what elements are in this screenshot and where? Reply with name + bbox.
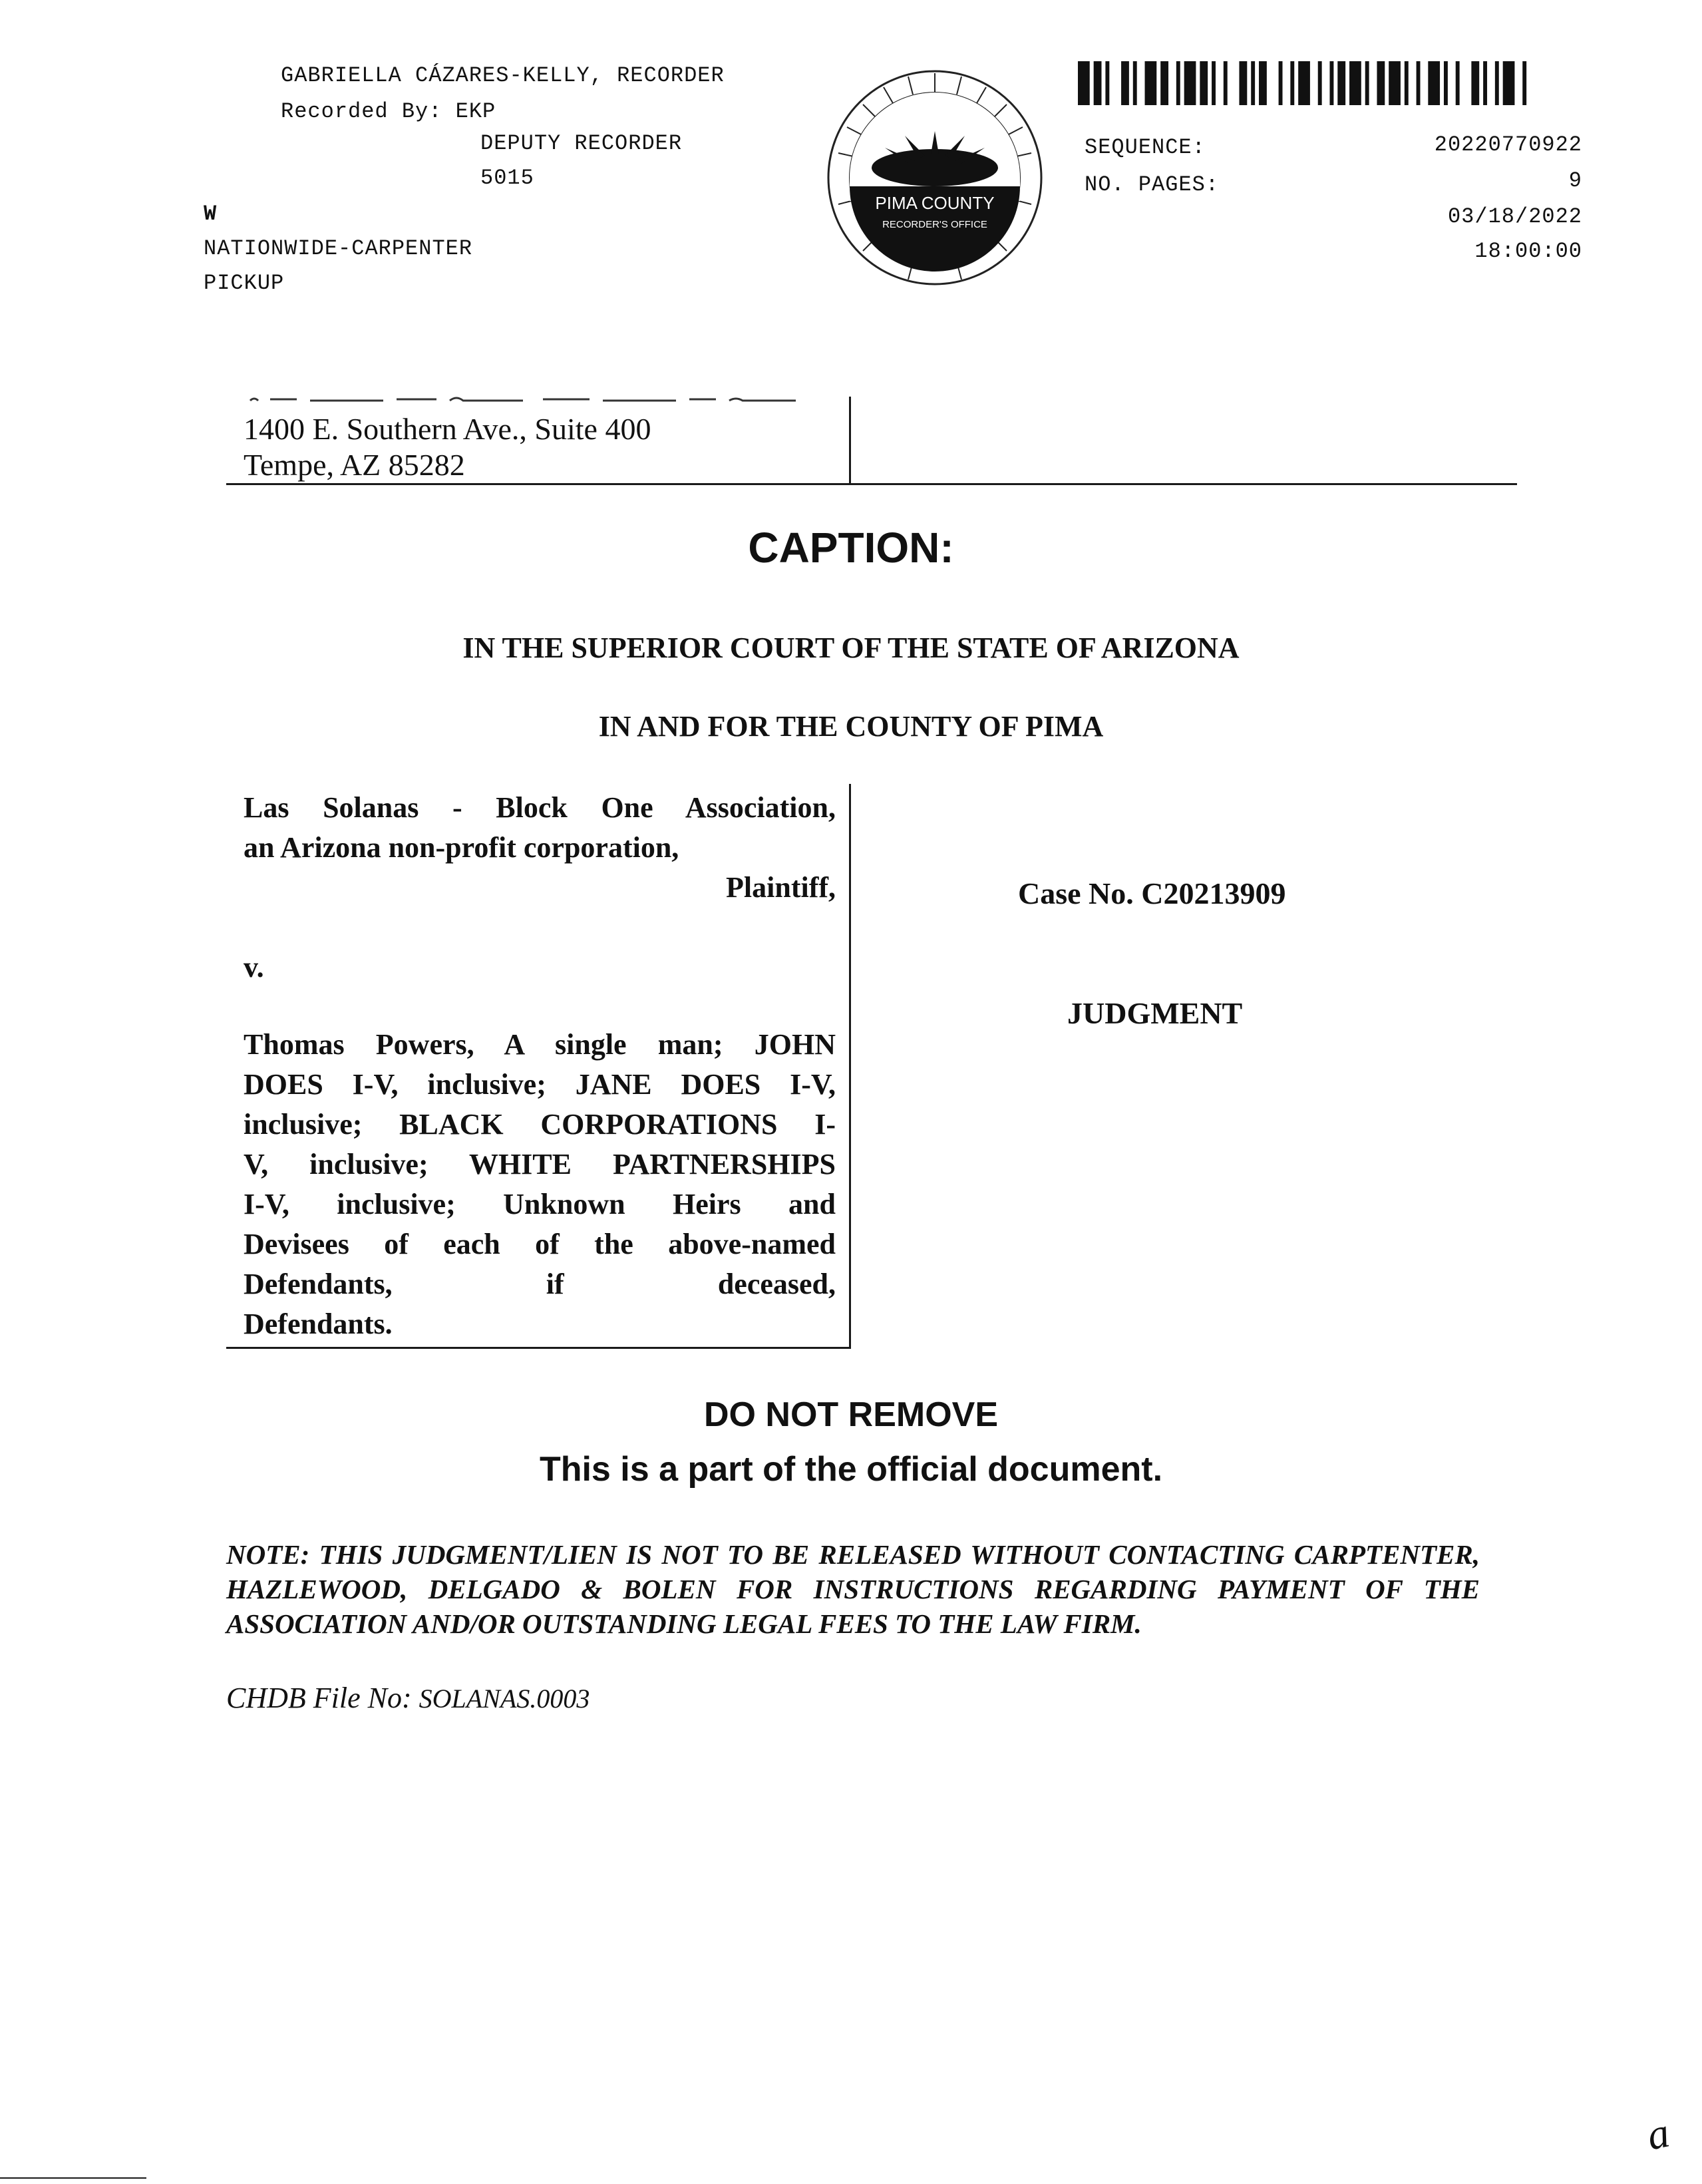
barcode-bar	[1377, 61, 1385, 105]
barcode-bar	[1329, 61, 1333, 105]
barcode-bar	[1094, 61, 1102, 105]
barcode-bar	[1495, 61, 1499, 105]
defendants-block	[244, 1025, 836, 1344]
attorney-address-line2: Tempe, AZ 85282	[244, 448, 465, 482]
barcode-bar	[1078, 61, 1090, 105]
file-number-label: CHDB File No:	[226, 1682, 412, 1714]
barcode-bar	[1105, 61, 1109, 105]
plaintiff-line: an Arizona non-profit corporation,	[244, 831, 679, 864]
document-barcode	[1078, 61, 1534, 105]
barcode-bar	[1318, 61, 1322, 105]
obscured-firm-line	[244, 391, 829, 410]
barcode-bar	[1337, 61, 1345, 105]
barcode-bar	[1428, 61, 1440, 105]
seal-county-text: PIMA COUNTY	[875, 193, 995, 213]
record-code: W	[204, 202, 218, 226]
deputy-id: 5015	[480, 166, 534, 190]
do-not-remove-notice: DO NOT REMOVE	[703, 1395, 999, 1434]
seal-office-text: RECORDER'S OFFICE	[882, 219, 987, 230]
barcode-bar	[1212, 61, 1216, 105]
handwritten-page-mark: a	[1642, 2108, 1673, 2159]
barcode-bar	[1251, 61, 1255, 105]
document-type: JUDGMENT	[1067, 996, 1243, 1030]
barcode-bar	[1417, 61, 1421, 105]
deputy-recorder: DEPUTY RECORDER	[480, 131, 683, 156]
barcode-bar	[1279, 61, 1283, 105]
barcode-bar	[1405, 61, 1409, 105]
caption-title: CAPTION:	[748, 524, 954, 572]
barcode-bar	[1349, 61, 1361, 105]
barcode-bar	[1239, 61, 1247, 105]
barcode-bar	[1121, 61, 1129, 105]
barcode-bar	[1503, 61, 1515, 105]
recorded-by: Recorded By: EKP	[281, 99, 496, 124]
court-county: IN AND FOR THE COUNTY OF PIMA	[598, 710, 1104, 743]
versus: v.	[244, 951, 264, 984]
official-document-notice: This is a part of the official document.	[539, 1450, 1163, 1489]
barcode-bar	[1444, 61, 1448, 105]
defendant-line: Devisees of each of the above-named	[244, 1228, 836, 1260]
barcode-bar	[1176, 61, 1180, 105]
recorder-name: GABRIELLA CÁZARES-KELLY, RECORDER	[281, 63, 725, 88]
barcode-bar	[1160, 61, 1168, 105]
defendant-line: V, inclusive; WHITE PARTNERSHIPS	[244, 1148, 836, 1181]
plaintiff-line: Las Solanas - Block One Association,	[244, 791, 836, 824]
barcode-bar	[1133, 61, 1137, 105]
record-time: 18:00:00	[1474, 239, 1582, 264]
barcode-bar	[1365, 61, 1369, 105]
attorney-address-line1: 1400 E. Southern Ave., Suite 400	[244, 412, 651, 446]
release-note: NOTE: THIS JUDGMENT/LIEN IS NOT TO BE RELEASED WITHOUT CONTACTING CARPTENTER, HAZLEWOOD, DELGADO & BOLEN FOR INSTRUCTIONS REGARDING PAYMENT OF THE ASSOCIATION AND/OR OUTSTANDING LEGAL FEES TO THE LAW FIRM.	[226, 1539, 1480, 1639]
submitter: NATIONWIDE-CARPENTER	[204, 236, 473, 261]
barcode-bar	[1184, 61, 1196, 105]
case-number: Case No. C20213909	[1018, 876, 1286, 910]
plaintiff-role: Plaintiff,	[726, 871, 836, 904]
bottom-edge-rule	[0, 2177, 146, 2179]
barcode-bar	[1200, 61, 1208, 105]
sequence-label: SEQUENCE:	[1085, 135, 1206, 160]
defendant-line: DOES I-V, inclusive; JANE DOES I-V,	[244, 1068, 836, 1101]
record-date: 03/18/2022	[1447, 204, 1582, 229]
barcode-bar	[1259, 61, 1267, 105]
barcode-bar	[1290, 61, 1294, 105]
barcode-bar	[1483, 61, 1487, 105]
defendant-line: I-V, inclusive; Unknown Heirs and	[244, 1188, 836, 1220]
attorney-bottom-rule	[226, 483, 1517, 485]
parties-divider	[849, 784, 851, 1348]
pima-county-seal	[825, 68, 1045, 287]
sequence-value: 20220770922	[1434, 132, 1582, 157]
barcode-bar	[1389, 61, 1401, 105]
parties-bottom-rule	[226, 1347, 851, 1349]
pages-value: 9	[1568, 168, 1582, 193]
barcode-bar	[1522, 61, 1526, 105]
defendant-line: inclusive; BLACK CORPORATIONS I-	[244, 1108, 836, 1141]
pages-label: NO. PAGES:	[1085, 172, 1220, 197]
barcode-bar	[1224, 61, 1228, 105]
barcode-bar	[1298, 61, 1310, 105]
defendant-line: Thomas Powers, A single man; JOHN	[244, 1028, 836, 1061]
barcode-bar	[1145, 61, 1157, 105]
barcode-bar	[1456, 61, 1460, 105]
defendants-role: Defendants.	[244, 1308, 393, 1340]
barcode-bar	[1471, 61, 1479, 105]
plaintiff-block	[244, 788, 836, 908]
court-name: IN THE SUPERIOR COURT OF THE STATE OF ARIZONA	[462, 632, 1240, 664]
attorney-divider	[849, 397, 851, 484]
delivery-method: PICKUP	[204, 271, 285, 295]
file-number	[226, 1681, 590, 1715]
file-number-value: SOLANAS.0003	[419, 1684, 590, 1714]
defendant-line: Defendants, if deceased,	[244, 1268, 836, 1300]
